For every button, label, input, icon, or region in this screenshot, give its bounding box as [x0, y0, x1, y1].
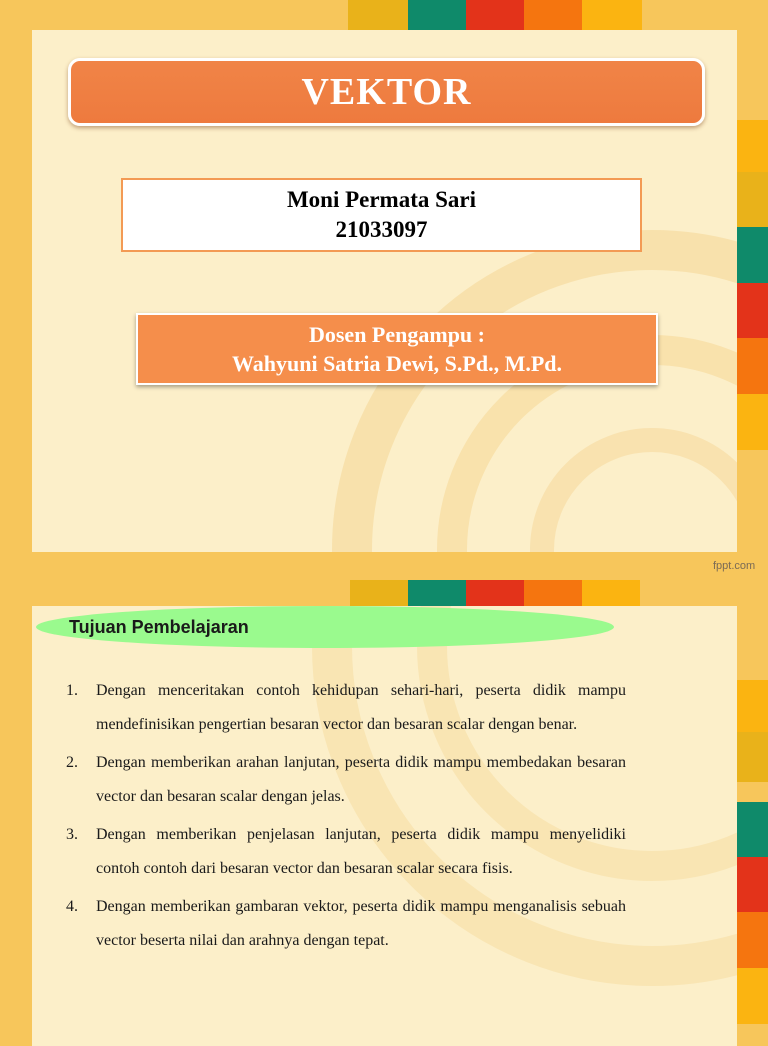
lecturer-name: Wahyuni Satria Dewi, S.Pd., M.Pd.	[231, 351, 563, 376]
lecturer-label: Dosen Pengampu :	[308, 322, 485, 347]
section-heading	[36, 606, 614, 648]
title-slide	[32, 30, 737, 552]
slide-title-text: VEKTOR	[301, 71, 472, 113]
slide-title	[68, 58, 705, 126]
list-number: 4.	[66, 898, 78, 915]
list-item	[66, 674, 626, 742]
watermark: fppt.com	[713, 560, 756, 572]
list-text: Dengan menceritakan contoh kehidupan sehari-hari, peserta didik mampu mendefinisikan pengertian besaran vector dan besaran scalar dengan benar.	[96, 682, 626, 733]
list-number: 3.	[66, 826, 78, 843]
list-item	[66, 890, 626, 958]
list-item	[66, 818, 626, 886]
lecturer-info-box	[136, 313, 658, 385]
list-item	[66, 746, 626, 814]
objectives-slide	[32, 606, 737, 1046]
list-text: Dengan memberikan penjelasan lanjutan, peserta didik mampu menyelidiki contoh contoh dari besaran vector dan besaran scalar secara fisis.	[96, 826, 626, 877]
student-id: 21033097	[335, 217, 428, 242]
list-number: 2.	[66, 754, 78, 771]
list-text: Dengan memberikan arahan lanjutan, peserta didik mampu membedakan besaran vector dan besaran scalar dengan jelas.	[96, 754, 626, 805]
section-heading-text: Tujuan Pembelajaran	[69, 616, 249, 637]
student-name: Moni Permata Sari	[286, 187, 477, 212]
list-number: 1.	[66, 682, 78, 699]
student-info-box	[121, 178, 642, 252]
list-text: Dengan memberikan gambaran vektor, peserta didik mampu menganalisis sebuah vector beserta nilai dan arahnya dengan tepat.	[96, 898, 626, 949]
learning-goals-list	[66, 674, 626, 962]
